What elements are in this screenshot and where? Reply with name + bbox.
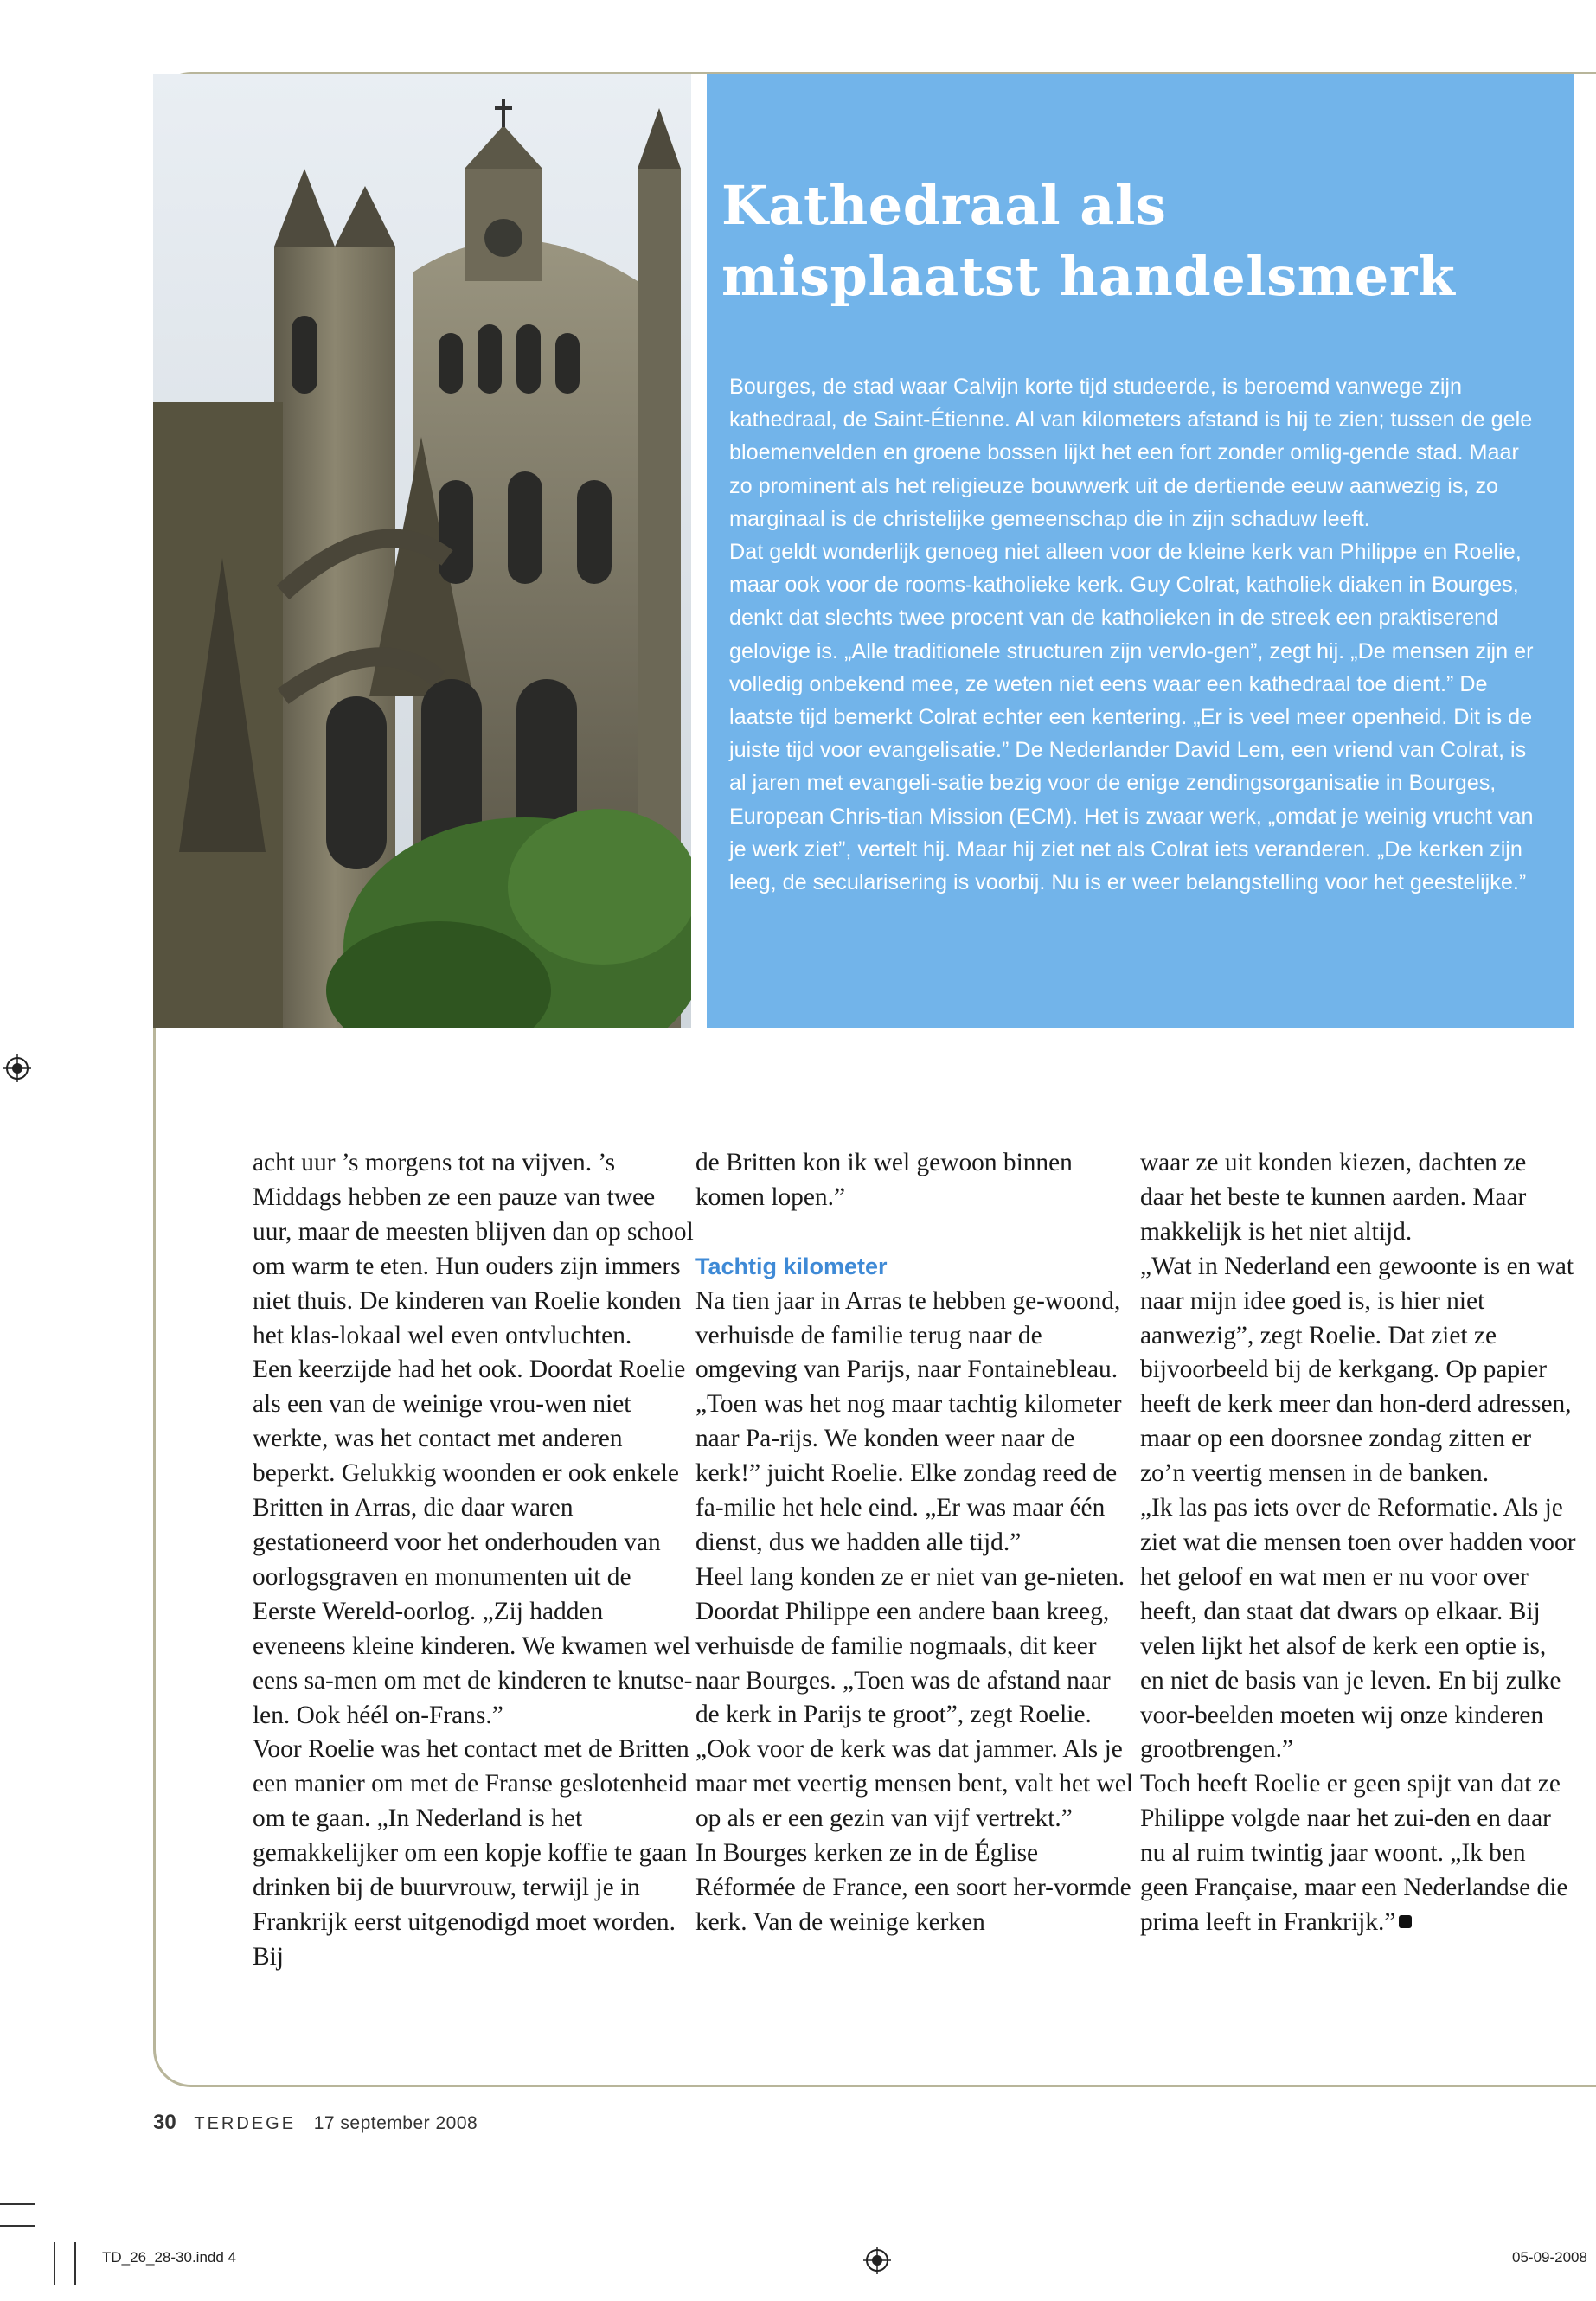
title-line-2: misplaatst handelsmerk	[721, 245, 1456, 308]
section-subheading: Tachtig kilometer	[695, 1253, 888, 1279]
page-number: 30	[153, 2111, 176, 2134]
registration-mark-icon	[3, 1054, 31, 1082]
body-paragraph: acht uur ’s morgens tot na vijven. ’s Middags hebben ze een pauze van twee uur, maar de meesten blijven dan op school om warm te eten. Hun ouders zijn immers niet thuis. De kinderen van Roelie konden het klas-lokaal wel even ontvluchten.	[253, 1149, 694, 1349]
column-3	[1140, 1146, 1576, 2054]
body-paragraph: Heel lang konden ze er niet van ge-nieten. Doordat Philippe een andere baan kreeg, verhuisde de familie nogmaals, dit keer naar Bourges. „Toen was de afstand naar de kerk in Parijs te groot”, zegt Roelie. „Ook voor de kerk was dat jammer. Als je maar met veertig mensen bent, valt het wel op als er een gezin van vijf vertrekt.”	[695, 1562, 1133, 1833]
body-paragraph: „Ik las pas iets over de Reformatie. Als je ziet wat die mensen toen over hadden voor het geloof en wat men er nu voor over heeft, dan staat dat dwars op elkaar. Bij velen lijkt het alsof de kerk een optie is, en niet de basis van je leven. En bij zulke voor-beelden moeten wij onze kinderen grootbrengen.”	[1139, 1494, 1576, 1764]
column-1	[253, 1146, 695, 2054]
intro-paragraph: Dat geldt wonderlijk genoeg niet alleen voor de kleine kerk van Philippe en Roelie, maar ook voor de rooms-katholieke kerk. Guy Colrat, katholiek diaken in Bourges, denkt dat slechts twee procent van de katholieken in de streek een praktiserend gelovige is. „Alle traditionele structuren zijn vervlo-gen”, zegt hij. „De mensen zijn er volledig onbekend mee, ze weten niet eens waar een kathedraal toe dient.” De laatste tijd bemerkt Colrat echter een kentering. „Er is veel meer openheid. Dit is de juiste tijd voor evangelisatie.” De Nederlander David Lem, een vriend van Colrat, is al jaren met evangeli-satie bezig voor de enige zendingsorganisatie in Bourges, European Chris-tian Mission (ECM). Het is zwaar werk, „omdat je weinig vrucht van je werk ziet”, vertelt hij. Maar hij ziet net als Colrat iets veranderen. „De kerken zijn leeg, de secularisering is voorbij. Nu is er weer belangstelling voor het geestelijke.”	[729, 540, 1534, 895]
crop-mark	[0, 2225, 35, 2227]
issue-date: 17 september 2008	[313, 2113, 478, 2133]
crop-mark	[54, 2242, 55, 2285]
print-date: 05-09-2008	[1512, 2249, 1587, 2266]
body-paragraph: waar ze uit konden kiezen, dachten ze daar het beste te kunnen aarden. Maar makkelijk is het niet altijd.	[1139, 1149, 1527, 1246]
column-2	[695, 1146, 1140, 2054]
body-paragraph-last	[1140, 1767, 1576, 1940]
file-slug: TD_26_28-30.indd 4	[102, 2249, 237, 2266]
end-mark-icon	[1399, 1915, 1412, 1928]
registration-mark-icon	[863, 2247, 891, 2274]
body-paragraph: de Britten kon ik wel gewoon binnen komen lopen.”	[695, 1149, 1073, 1211]
body-paragraph: Na tien jaar in Arras te hebben ge-woond, verhuisde de familie terug naar de omgeving van Parijs, naar Fontainebleau. „Toen was het nog maar tachtig kilometer naar Pa-rijs. We konden weer naar de kerk!” juicht Roelie. Elke zondag reed de fa-milie het hele eind. „Er was maar één dienst, dus we hadden alle tijd.”	[695, 1286, 1122, 1556]
last-paragraph-text: Toch heeft Roelie er geen spijt van dat ze Philippe volgde naar het zui-den en daar nu al ruim twintig jaar woont. „Ik ben geen Française, maar een Nederlandse die prima leeft in Frankrijk.”	[1139, 1770, 1568, 1936]
title-line-1: Kathedraal als	[721, 174, 1167, 237]
intro-paragraph: Bourges, de stad waar Calvijn korte tijd studeerde, is beroemd vanwege zijn kathedraal, de Saint-Étienne. Al van kilometers afstand is hij te zien; tussen de gele bloemenvelden en groene bossen lijkt het een fort zonder omlig-gende stad. Maar zo prominent als het religieuze bouwwerk uit de dertiende eeuw aanwezig is, zo marginaal is de christelijke gemeenschap die in zijn schaduw leeft.	[729, 375, 1533, 531]
body-paragraph: Een keerzijde had het ook. Doordat Roelie als een van de weinige vrou-wen niet werkte, was het contact met anderen beperkt. Gelukkig woonden er ook enkele Britten in Arras, die daar waren gestationeerd voor het onderhouden van oorlogsgraven en monumenten uit de Eerste Wereld-oorlog. „Zij hadden eveneens kleine kinderen. We kwamen wel eens sa-men om met de kinderen te knutse-len. Ook héél on-Frans.”	[253, 1356, 693, 1729]
intro-box	[707, 74, 1574, 1028]
intro-text	[721, 370, 1548, 899]
article-title	[721, 170, 1548, 312]
crop-mark	[0, 2203, 35, 2205]
cathedral-illustration	[153, 74, 691, 1028]
body-paragraph: In Bourges kerken ze in de Église Réformée de France, een soort her-vormde kerk. Van de weinige kerken	[695, 1839, 1131, 1936]
crop-mark	[74, 2242, 76, 2285]
magazine-name: TERDEGE	[194, 2114, 297, 2133]
page-footer	[153, 2111, 478, 2135]
body-columns	[253, 1146, 1576, 2054]
body-paragraph: Voor Roelie was het contact met de Britten een manier om met de Franse geslotenheid om te gaan. „In Nederland is het gemakkelijker om een kopje koffie te gaan drinken bij de buurvrouw, terwijl je in Frankrijk eerst uitgenodigd moet worden. Bij	[253, 1735, 689, 1971]
body-paragraph: „Wat in Nederland een gewoonte is en wat naar mijn idee goed is, is hier niet aanwezig”, zegt Roelie. Dat ziet ze bijvoorbeeld bij de kerkgang. Op papier heeft de kerk meer dan hon-derd adressen, maar op een doorsnee zondag zitten er zo’n veertig mensen in de banken.	[1139, 1252, 1574, 1488]
cathedral-photo	[153, 74, 691, 1028]
